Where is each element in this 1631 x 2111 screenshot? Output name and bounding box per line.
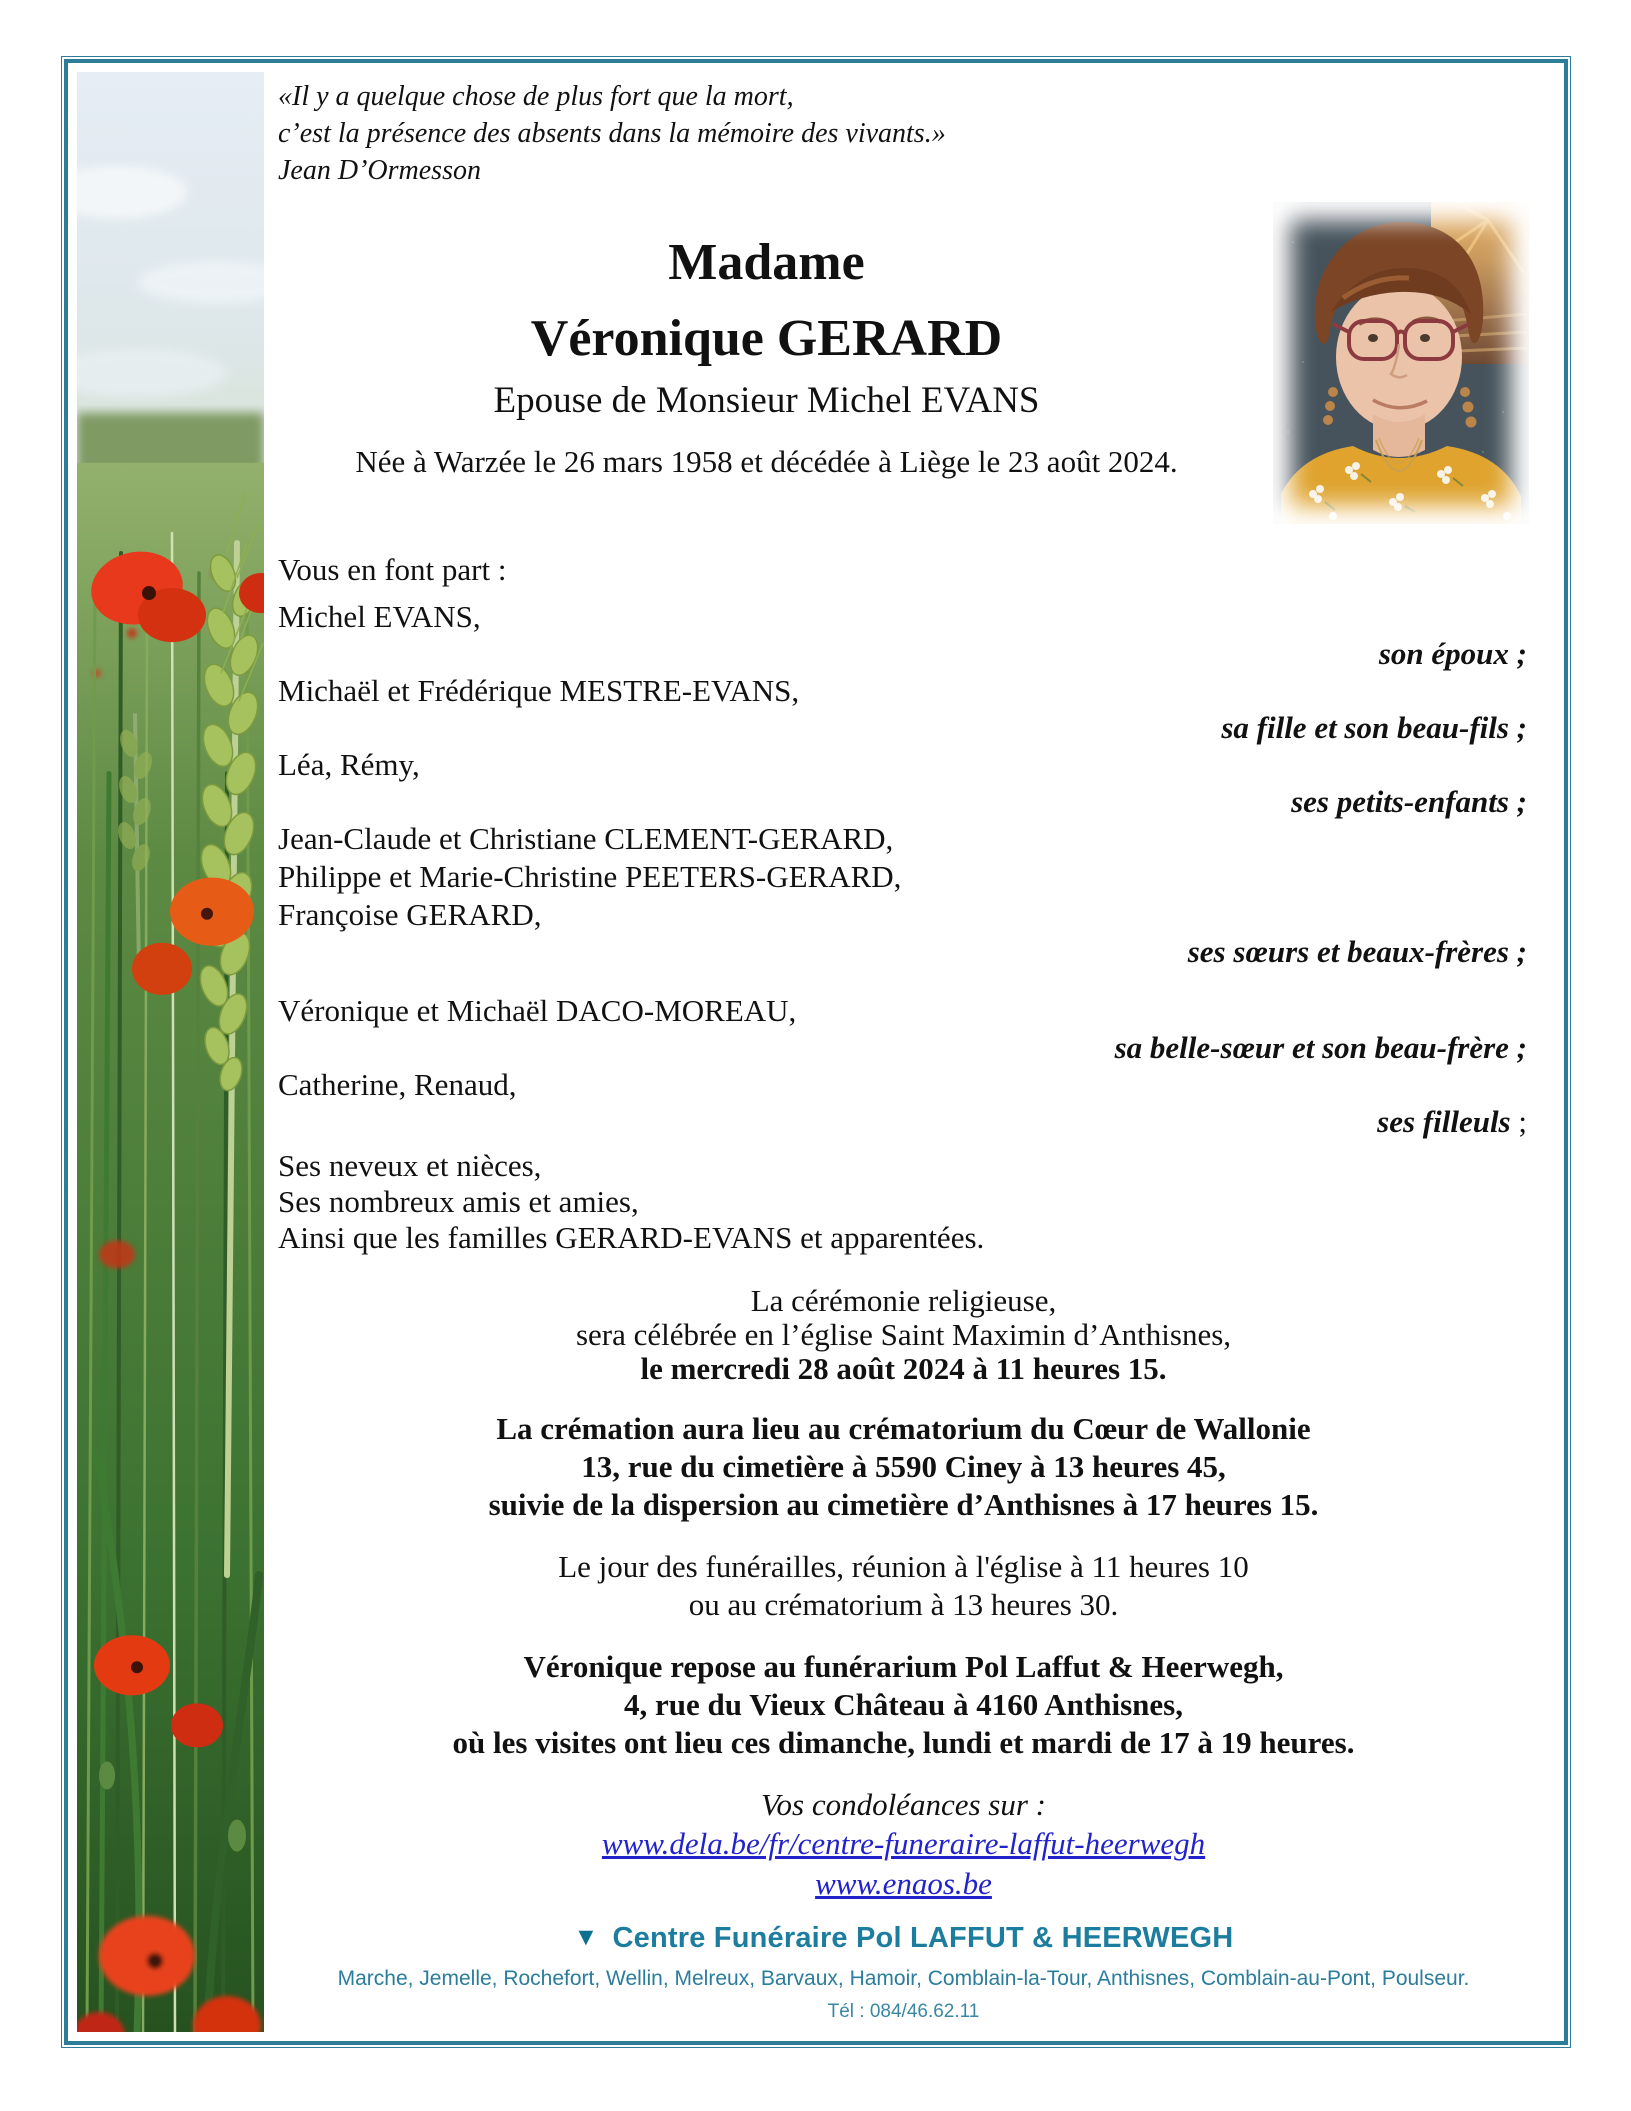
deceased-civility: Madame — [668, 234, 865, 291]
meeting-line: ou au crématorium à 13 heures 30. — [688, 1587, 1119, 1622]
cremation-line: La crémation aura lieu au crématorium du Cœur de Wallonie — [496, 1411, 1311, 1446]
funeral-home-phone: Tél : 084/46.62.11 — [827, 2001, 980, 2022]
page-border-frame — [64, 59, 1568, 2045]
condolences-link-enaos[interactable]: www.enaos.be — [815, 1866, 992, 1901]
meeting-line: Le jour des funérailles, réunion à l'église à 11 heures 10 — [558, 1549, 1249, 1584]
portrait-column — [1255, 74, 1529, 524]
cremation-block — [278, 1410, 1529, 1524]
funeral-home-name: Centre Funéraire Pol LAFFUT & HEERWEGH — [612, 1922, 1234, 1954]
ceremony-line: La cérémonie religieuse, — [750, 1283, 1057, 1318]
repose-block — [278, 1648, 1529, 1762]
family-relation: ses petits-enfants ; — [1291, 784, 1527, 819]
portrait-photo — [1273, 202, 1529, 524]
quote-author: Jean D’Ormesson — [278, 155, 481, 186]
deceased-title-block — [278, 225, 1255, 481]
closing-line: Ses neveux et nièces, — [278, 1148, 542, 1183]
funeral-home-towns: Marche, Jemelle, Rochefort, Wellin, Melreux, Barvaux, Hamoir, Comblain-la-Tour, Anthisnes, Comblain-au-Pont, Poulseur. — [337, 1967, 1470, 1990]
family-names: Philippe et Marie-Christine PEETERS-GERARD, — [278, 859, 902, 894]
quote-line-1: «Il y a quelque chose de plus fort que la mort, — [278, 81, 794, 112]
birth-death-line: Née à Warzée le 26 mars 1958 et décédée à Liège le 23 août 2024. — [355, 444, 1178, 479]
family-list — [278, 598, 1529, 1140]
family-entry — [278, 992, 1529, 1066]
closing-line: Ainsi que les familles GERARD-EVANS et apparentées. — [278, 1220, 985, 1255]
cremation-line: suivie de la dispersion au cimetière d’Anthisnes à 17 heures 15. — [488, 1487, 1319, 1522]
family-relation: ses filleuls ; — [1377, 1104, 1527, 1139]
family-names: Michel EVANS, — [278, 599, 481, 634]
memorial-quote — [278, 78, 1255, 189]
family-names: Véronique et Michaël DACO-MOREAU, — [278, 993, 797, 1028]
closing-lines — [278, 1148, 1529, 1256]
family-names: Jean-Claude et Christiane CLEMENT-GERARD, — [278, 821, 894, 856]
ceremony-line: sera célébrée en l’église Saint Maximin d’Anthisnes, — [575, 1317, 1232, 1352]
ceremony-block — [278, 1284, 1529, 1386]
family-entry — [278, 598, 1529, 672]
portrait-illustration — [1273, 202, 1529, 524]
funeral-home-footer — [278, 1922, 1529, 2023]
wheat-field-illustration — [77, 72, 264, 2032]
family-relation: son époux ; — [1378, 636, 1527, 671]
triangle-icon: ▼ — [573, 1923, 599, 1951]
condolences-label: Vos condoléances sur : — [761, 1787, 1046, 1822]
wheat-field-poppies-image — [77, 72, 264, 2032]
repose-line: 4, rue du Vieux Château à 4160 Anthisnes, — [624, 1687, 1183, 1722]
condolences-block — [278, 1786, 1529, 1904]
family-relation: sa belle-sœur et son beau-frère ; — [1114, 1030, 1527, 1065]
closing-line: Ses nombreux amis et amies, — [278, 1184, 639, 1219]
ceremony-date-line: le mercredi 28 août 2024 à 11 heures 15. — [640, 1351, 1167, 1386]
family-entry — [278, 820, 1529, 970]
announcement-intro: Vous en font part : — [278, 552, 507, 587]
cremation-line: 13, rue du cimetière à 5590 Ciney à 13 heures 45, — [581, 1449, 1226, 1484]
quote-line-2: c’est la présence des absents dans la mémoire des vivants.» — [278, 118, 946, 149]
meeting-block — [278, 1548, 1529, 1624]
header-main — [278, 74, 1255, 524]
spouse-line: Epouse de Monsieur Michel EVANS — [493, 380, 1040, 421]
deceased-name: Véronique GERARD — [530, 310, 1003, 367]
family-relation: sa fille et son beau-fils ; — [1221, 710, 1527, 745]
family-names: Léa, Rémy, — [278, 747, 420, 782]
family-entry — [278, 672, 1529, 746]
family-names: Françoise GERARD, — [278, 897, 542, 932]
family-relation: ses sœurs et beaux-frères ; — [1187, 934, 1527, 969]
family-entry — [278, 746, 1529, 820]
family-entry — [278, 1066, 1529, 1140]
header-row — [278, 74, 1529, 524]
repose-line: Véronique repose au funérarium Pol Laffut & Heerwegh, — [523, 1649, 1284, 1684]
announcement-content — [264, 72, 1555, 2032]
funeral-home-brand — [278, 1922, 1529, 1955]
repose-line: où les visites ont lieu ces dimanche, lundi et mardi de 17 à 19 heures. — [452, 1725, 1355, 1760]
family-names: Michaël et Frédérique MESTRE-EVANS, — [278, 673, 800, 708]
family-names: Catherine, Renaud, — [278, 1067, 517, 1102]
condolences-link-dela[interactable]: www.dela.be/fr/centre-funeraire-laffut-heerwegh — [601, 1826, 1206, 1861]
